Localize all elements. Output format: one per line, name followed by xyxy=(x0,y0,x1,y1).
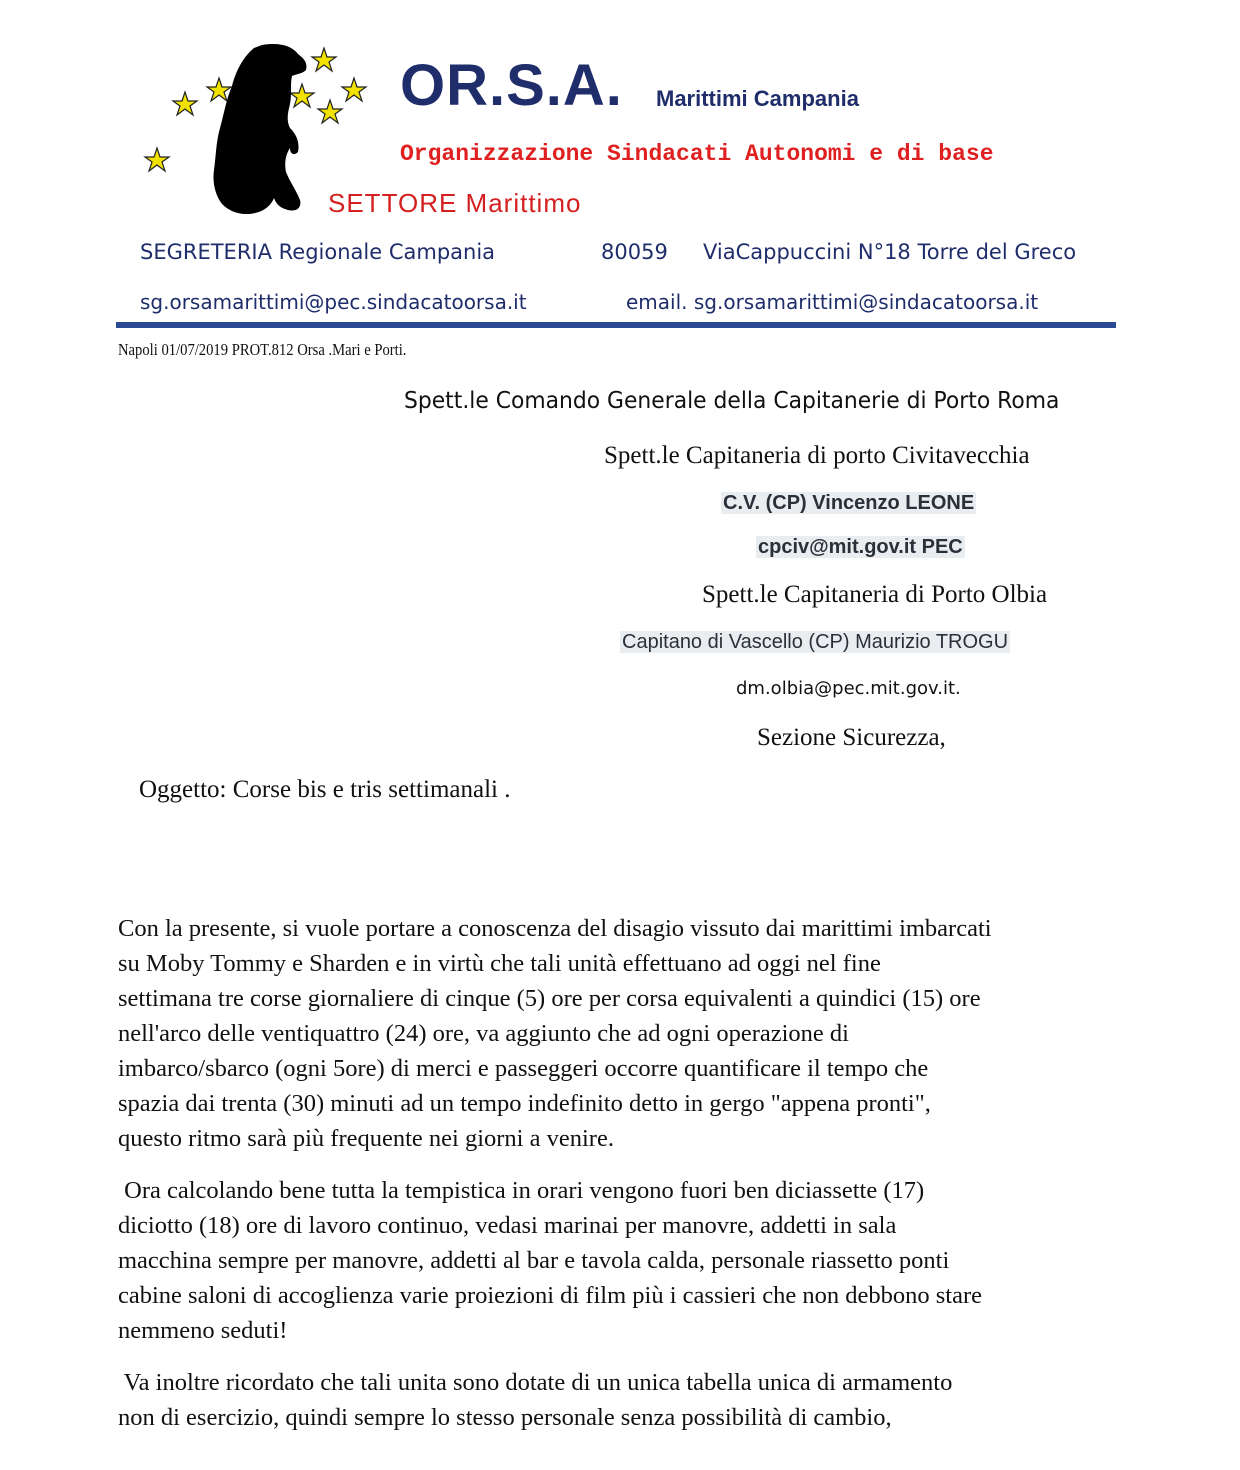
segreteria-label: SEGRETERIA Regionale Campania xyxy=(140,240,496,264)
star-icon xyxy=(342,78,366,101)
body-line: diciotto (18) ore di lavoro continuo, vedasi marinai per manovre, addetti in sala xyxy=(118,1212,897,1239)
header-divider xyxy=(116,322,1116,328)
email-address[interactable]: email. sg.orsamarittimi@sindacatoorsa.it xyxy=(626,290,1039,314)
sector-label: SETTORE Marittimo xyxy=(328,188,582,218)
body-line: macchina sempre per manovre, addetti al bar e tavola calda, personale riassetto ponti xyxy=(118,1247,950,1274)
recipient-civitavecchia: Spett.le Capitaneria di porto Civitavecchia xyxy=(604,442,1030,469)
body-line: nemmeno seduti! xyxy=(118,1317,288,1344)
recipient-comando-generale: Spett.le Comando Generale della Capitanerie di Porto Roma xyxy=(404,388,1060,414)
body-line: Ora calcolando bene tutta la tempistica in orari vengono fuori ben diciassette (17) xyxy=(118,1177,925,1204)
recipient-trogu: Capitano di Vascello (CP) Maurizio TROGU xyxy=(622,631,1009,653)
star-icon xyxy=(318,100,342,123)
body-line: nell'arco delle ventiquattro (24) ore, va aggiunto che ad ogni operazione di xyxy=(118,1020,849,1047)
organization-name: Organizzazione Sindacati Autonomi e di base xyxy=(400,141,994,167)
star-icon xyxy=(207,78,231,101)
body-line: Va inoltre ricordato che tali unita sono dotate di un unica tabella unica di armamento xyxy=(118,1369,953,1396)
body-line: Con la presente, si vuole portare a conoscenza del disagio vissuto dai marittimi imbarcati xyxy=(118,915,992,942)
recipient-pec-olbia[interactable]: dm.olbia@pec.mit.gov.it. xyxy=(736,678,961,699)
brand-subtitle: Marittimi Campania xyxy=(656,86,859,111)
body-line: su Moby Tommy e Sharden e in virtù che tali unità effettuano ad oggi nel fine xyxy=(118,950,881,977)
body-line: non di esercizio, quindi sempre lo stesso personale senza possibilità di cambio, xyxy=(118,1404,892,1431)
star-icon xyxy=(145,148,169,171)
pec-address[interactable]: sg.orsamarittimi@pec.sindacatoorsa.it xyxy=(140,290,527,314)
body-line: settimana tre corse giornaliere di cinque (5) ore per corsa equivalenti a quindici (15) ore xyxy=(118,985,981,1012)
body-line: imbarco/sbarco (ogni 5ore) di merci e passeggeri occorre quantificare il tempo che xyxy=(118,1055,929,1082)
postal-code: 80059 xyxy=(601,240,668,264)
recipient-pec-civitavecchia[interactable]: cpciv@mit.gov.it PEC xyxy=(758,536,963,558)
body-line: cabine saloni di accoglienza varie proiezioni di film più i cassieri che non debbono stare xyxy=(118,1282,982,1309)
star-icon xyxy=(312,48,336,71)
body-line: questo ritmo sarà più frequente nei giorni a venire. xyxy=(118,1125,614,1152)
recipient-leone: C.V. (CP) Vincenzo LEONE xyxy=(723,492,975,514)
brand-title: OR.S.A. xyxy=(400,53,623,118)
bear-icon xyxy=(213,44,306,214)
recipient-olbia: Spett.le Capitaneria di Porto Olbia xyxy=(702,581,1048,608)
subject-line: Oggetto: Corse bis e tris settimanali . xyxy=(139,776,511,803)
body-line: spazia dai trenta (30) minuti ad un tempo indefinito detto in gergo "appena pronti", xyxy=(118,1090,931,1117)
protocol-line: Napoli 01/07/2019 PROT.812 Orsa .Mari e Porti. xyxy=(118,340,407,359)
star-icon xyxy=(173,92,197,115)
street-address: ViaCappuccini N°18 Torre del Greco xyxy=(703,240,1077,264)
body-paragraph-3 xyxy=(118,1365,1128,1435)
star-icon xyxy=(290,84,314,107)
body-paragraph-2 xyxy=(118,1173,1128,1348)
recipient-sezione-sicurezza: Sezione Sicurezza, xyxy=(757,724,946,751)
body-paragraph-1 xyxy=(118,911,1128,1156)
